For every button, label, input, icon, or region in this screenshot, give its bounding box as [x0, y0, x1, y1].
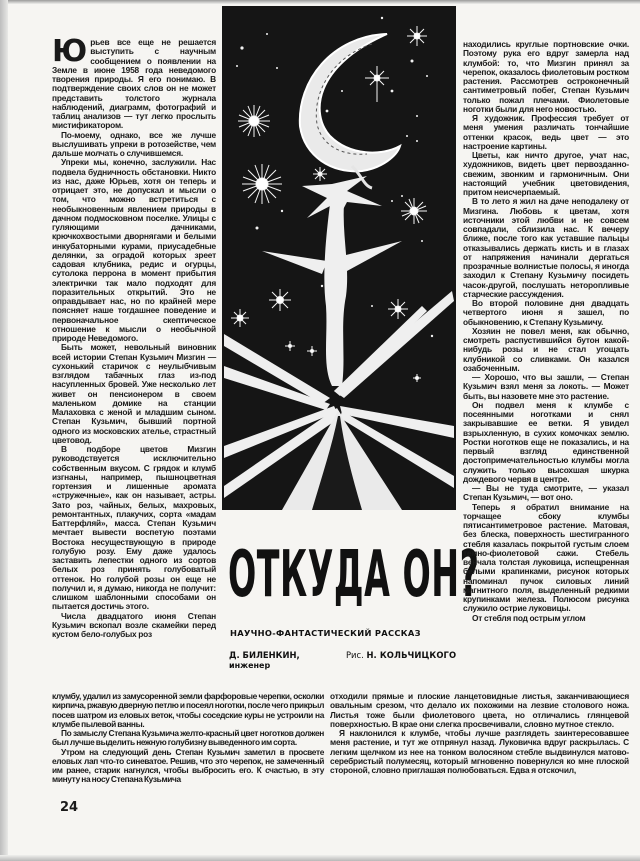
moon-plant-night-sky-icon — [222, 6, 456, 510]
left-column — [52, 34, 216, 686]
paragraph: — Хорошо, что вы зашли, — Степан Кузьмич взял меня за локоть. — Может быть, вы назовете мне это растение. — [463, 372, 629, 401]
illustration-moon-plant — [222, 6, 456, 510]
paragraph: Я художник. Профессия требует от меня умения различать тончайшие оттенки красок, ведь цвет — это настроение картины. — [463, 113, 629, 151]
article-subtitle: НАУЧНО-ФАНТАСТИЧЕСКИЙ РАССКАЗ — [230, 628, 421, 638]
paragraph: Теперь я обратил внимание на торчащее сбоку клумбы пятисантиметровое растение. Матовая, без блеска, поверхность шестигранного стебля казалась покрытой густым слоем темно-фиолетовой сажи. Стебель венчала толстая луковица, испещренная белыми крапинками, рисунок которых напоминал пучок силовых линий магнитного поля, выделенный редкими крупинками железа. Полюсом рисунка служило острие луковицы. — [463, 501, 629, 614]
bottom-left-column — [52, 692, 324, 792]
illustrator-credit — [346, 650, 458, 660]
right-column — [463, 40, 629, 688]
paragraph: От стебля под острым углом — [472, 612, 586, 623]
paragraph: Он подвел меня к клумбе с посеянными ноготками и снял закрывавшие ее ветки. Я увидел взрыхленную, в сухих комочках землю. Ростки ноготков еще не показались, и на первый взгляд единственной достопримечательностью клумбы могла служить только высохшая шкурка дождевого червя в центре. — [463, 399, 629, 484]
illustrator-name: Н. КОЛЬЧИЦКОГО — [366, 650, 457, 660]
author-name: Д. БИЛЕНКИН, — [229, 650, 300, 660]
illustrator-prefix: Рис. — [346, 650, 364, 660]
paragraph: Числа двадцатого июня Степан Кузьмич вскопал возле скамейки перед кустом бело-голубых роз — [52, 610, 216, 639]
paragraph: — Вы не туда смотрите, — указал Степан Кузьмич, — вот оно. — [463, 483, 629, 503]
paragraph-text: рьев все еще не решается выступить с научным сообщением о появлении на Земле в июне 1958 года неведомого творения природы. Я его понимаю. В подтверждение своих слов он не может представить толстого журнала наблюдений, диаграмм, фотографий и таблиц анализов — тут легко прослыть мистификатором. — [52, 37, 216, 131]
paragraph: Хозяин не повел меня, как обычно, смотреть распустившийся бутон какой-нибудь розы и не стал угощать клубникой со сливками. Он казался озабоченным. — [463, 325, 629, 373]
drop-cap: Ю — [52, 34, 88, 69]
page-edge-left — [0, 0, 8, 861]
page-edge-bottom — [0, 855, 640, 861]
paragraph: В подборе цветов Мизгин руководствуется исключительно собственным вкусом. С грядок и клумб изгнаны, например, пышноцветная гортензия и лишенные аромата «стружечные», как он называет, астры. Зато роз, чайных, белых, махровых, ремонтантных, плакучих, сорта «мадам Баттерфляй», масса. Степан Кузьмич мечтает вывести воспетую поэтами Востока несуществующую в природе голубую розу. Ему даже удалось заставить лепестки одного из сортов белых роз принять голубоватый оттенок. Но голубой розы он еще не получил и, я думаю, никогда не получит: слишком шаблонными способами он пытается достичь этого. — [52, 444, 216, 612]
paragraph: Я наклонился к клумбе, чтобы лучше разглядеть заинтересовавшее меня растение, и тут же отпрянул назад. Луковичка вдруг раскрылась. С легким щелчком из нее на тонком волосяном стебле выдвинулся матово-серебристый полумесяц, который мгновенно повернулся ко мне плоской стороной, словно приглашая полюбоваться. Едва я отскочил, — [330, 728, 629, 775]
paragraph: В то лето я жил на даче неподалеку от Мизгина. Любовь к цветам, хотя источники этой любви и не совсем совпадали, сблизила нас. К вечеру ближе, после того как уставшие пальцы отказывались держать кисть и в глазах от напряжения начинали дергаться прозрачные волнистые полосы, я иногда заходил к Степану Кузьмичу посидеть часок-другой, послушать неторопливые старческие рассуждения. — [463, 196, 629, 299]
paragraph: отходили прямые и плоские ланцетовидные листья, заканчивающиеся овальным срезом, что делало их похожими на лезвие столового ножа. Листья тоже были фиолетового цвета, но отличались глянцевой поверхностью. В крае они слегка просвечивали, словно мутное стекло. — [330, 691, 629, 729]
paragraph: По замыслу Степана Кузьмича желто-красный цвет ноготков должен был лучше выделить нежную голубизну выведенного им сорта. — [52, 728, 324, 748]
page-number: 24 — [60, 800, 79, 815]
paragraph: Упреки мы, конечно, заслужили. Нас подвела будничность обстановки. Никто из нас, даже Юрьев, хотя он теперь и отрицает это, не допускал и мысли о том, что можно встретиться с необыкновенным явлением природы в дачном подмосковном поселке. Улицы с гуляющими дачниками, крючкохвостыми дворнягами и белыми инкубаторными курами, приусадебные делянки, за оградой которых зреет садовая клубника, редис и огурцы, сутолока перрона в момент прибытия электрички так мало подходят для поразительных открытий. Это не оправдывает нас, но по крайней мере поясняет наше тогдашнее поведение и первоначальное скептическое отношение к мысли о необычной природе Неведомого. — [52, 157, 216, 343]
paragraph: Быть может, невольный виновник всей истории Степан Кузьмич Мизгин — сухонький старичок с неулыбчивым взглядом табачных глаз из-под насупленных бровей. Уже несколько лет живет он пенсионером в своем маленьком домике на станции Малаховка с женой и младшим сыном. Степан Кузьмич, бывший портной одного из московских ателье, страстный цветовод. — [52, 342, 216, 445]
paragraph: Утром на следующий день Степан Кузьмич заметил в просвете еловых лап что-то синеватое. Решив, что это черепок, не замеченный им ранее, старик нагнулся, чтобы выбросить его. К счастью, в эту минуту на носу Степана Кузьмича — [52, 746, 324, 785]
paragraph: Во второй половине дня двадцать четвертого июня я зашел, по обыкновению, к Степану Кузьмичу. — [463, 298, 629, 327]
bottom-right-column — [330, 692, 629, 792]
paragraph — [52, 34, 216, 131]
article-title: ОТКУДА ОН? — [228, 538, 480, 612]
page-edge-top — [0, 0, 640, 4]
paragraph: Цветы, как ничто другое, учат нас, художников, видеть цвет первозданно-свежим, звонким и гармоничным. Они настоящий учебник цветовидения, притом неисчерпаемый. — [463, 150, 629, 197]
author-role: инженер — [229, 661, 271, 670]
paragraph: находились круглые портновские очки. Поэтому рука его вдруг замерла над клумбой: то, что Мизгин принял за черепок, оказалось фиолетовым ростком растения. Рассмотрев остроконечный сантиметровый побег, Степан Кузьмич только пожал плечами. Фиолетовые ноготки были для него новостью. — [463, 39, 629, 114]
paragraph: По-моему, однако, все же лучше выслушивать упреки в ротозействе, чем дальше молчать о случившемся. — [52, 129, 216, 158]
paragraph: клумбу, удалил из замусоренной земли фарфоровые черепки, осколки кирпича, ржавую дверную петлю и посеял ноготки, после чего прикрыл посев шатром из еловых веток, чтобы соседские куры не устроили на клумбе пылевой ванны. — [52, 691, 325, 729]
